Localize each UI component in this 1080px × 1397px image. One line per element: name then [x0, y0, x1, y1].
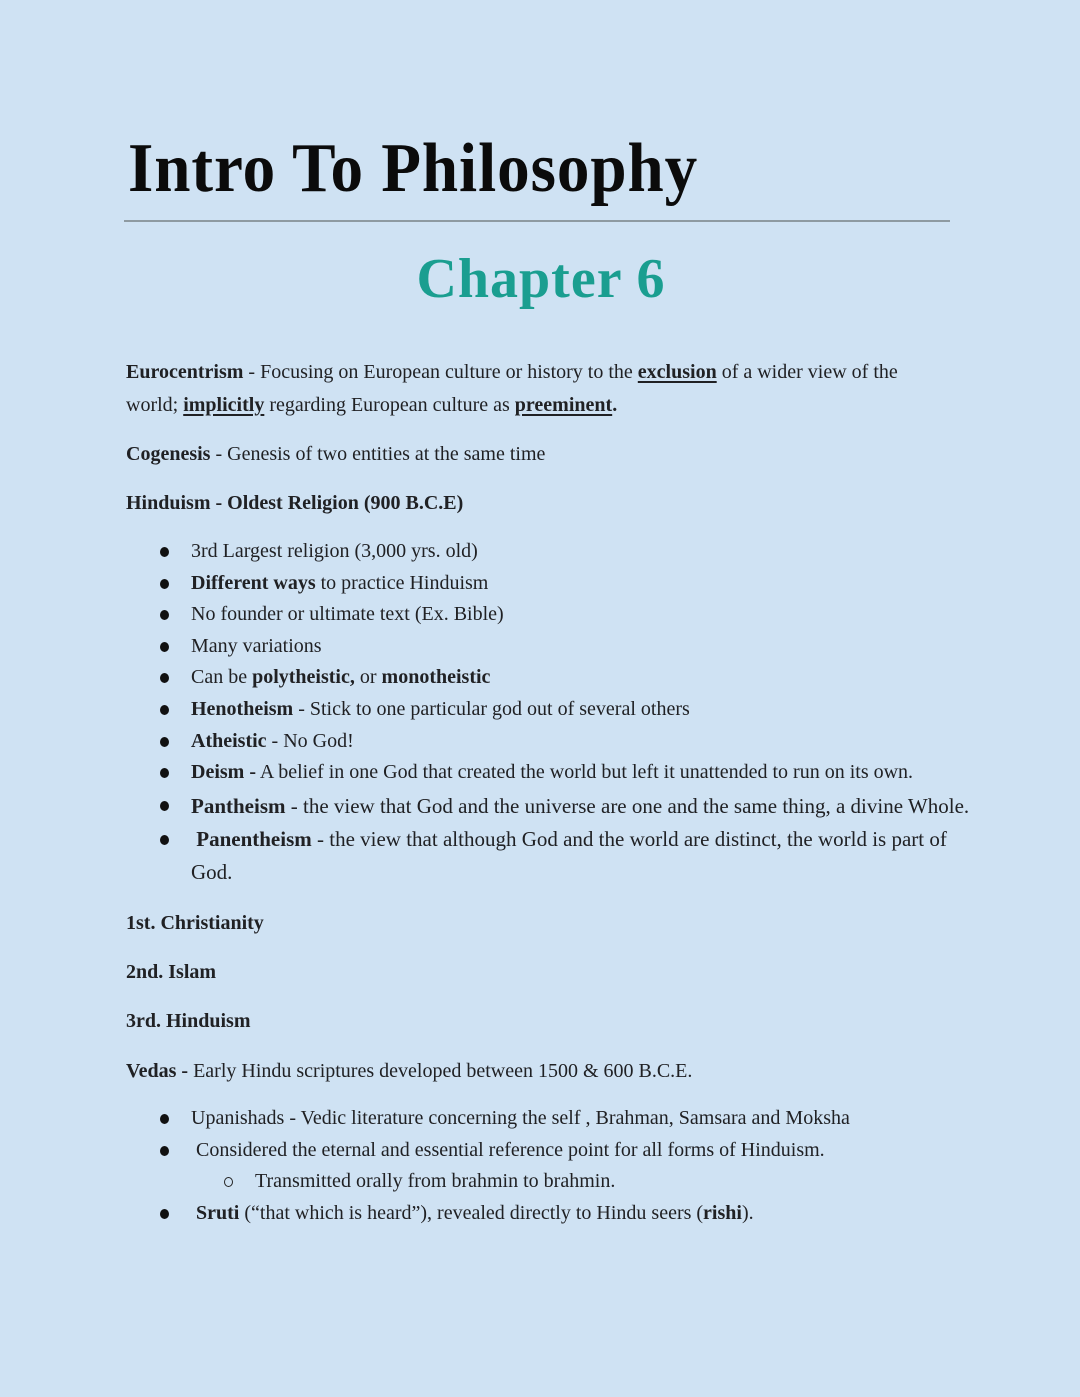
bullet-icon: [160, 642, 169, 652]
hinduism-bullet-list: [126, 536, 970, 889]
title-divider: [124, 220, 950, 222]
sub-list-item: Transmitted orally from brahmin to brahmin.: [126, 1166, 966, 1198]
chapter-heading: Chapter 6: [416, 248, 666, 310]
vedas-bullet-list: [126, 1103, 966, 1229]
bullet-icon: [160, 1209, 169, 1219]
list-item: Different ways to practice Hinduism: [126, 568, 966, 600]
term-eurocentrism: Eurocentrism: [126, 361, 244, 383]
bullet-icon: [160, 610, 169, 620]
list-item: Deism - A belief in one God that created the world but left it unattended to run on its own.: [126, 757, 966, 789]
bullet-icon: [160, 1114, 169, 1124]
list-item: Panentheism - the view that although God and the world are distinct, the world is part of God.: [126, 823, 961, 889]
ranking-second: 2nd. Islam: [126, 961, 217, 983]
hollow-bullet-icon: [224, 1177, 233, 1187]
document-title: Intro To Philosophy: [128, 130, 699, 207]
term-henotheism: Henotheism: [191, 697, 294, 720]
cogenesis-definition: Cogenesis - Genesis of two entities at the same time: [126, 443, 546, 465]
eurocentrism-definition: Eurocentrism - Focusing on European culture or history to the exclusion of a wider view of the world; implicitly regarding European culture as preeminent.: [126, 361, 898, 416]
emphasis-exclusion: exclusion: [637, 361, 717, 383]
bullet-icon: [160, 547, 169, 557]
bullet-icon: [160, 673, 169, 683]
bullet-icon: [160, 768, 169, 778]
list-item: Sruti (“that which is heard”), revealed directly to Hindu seers (rishi).: [126, 1198, 966, 1230]
bullet-icon: [160, 835, 169, 845]
ranking-first: 1st. Christianity: [126, 912, 264, 934]
emphasis-preeminent: preeminent: [514, 393, 613, 416]
list-item: Pantheism - the view that God and the universe are one and the same thing, a divine Whole.: [126, 789, 966, 823]
vedas-definition: Vedas - Early Hindu scriptures developed between 1500 & 600 B.C.E.: [126, 1060, 693, 1082]
bullet-icon: [160, 579, 169, 589]
term-vedas: Vedas -: [126, 1060, 189, 1082]
term-cogenesis: Cogenesis: [126, 443, 211, 465]
list-item: Can be polytheistic, or monotheistic: [126, 662, 966, 694]
bullet-icon: [160, 801, 169, 811]
term-panentheism: Panentheism: [196, 826, 312, 851]
list-item: Upanishads - Vedic literature concerning the self , Brahman, Samsara and Moksha: [126, 1103, 966, 1135]
term-sruti: Sruti: [196, 1201, 240, 1224]
emphasis-implicitly: implicitly: [183, 393, 265, 416]
bullet-icon: [160, 737, 169, 747]
term-deism: Deism -: [191, 761, 256, 784]
term-rishi: rishi: [703, 1201, 742, 1224]
term-pantheism: Pantheism: [191, 793, 286, 818]
bullet-icon: [160, 705, 169, 715]
list-item: Atheistic - No God!: [126, 726, 966, 758]
list-item: Many variations: [126, 631, 966, 663]
bullet-icon: [160, 1146, 169, 1156]
list-item: 3rd Largest religion (3,000 yrs. old): [126, 536, 966, 568]
ranking-third: 3rd. Hinduism: [126, 1010, 251, 1032]
list-item: Henotheism - Stick to one particular god out of several others: [126, 694, 966, 726]
list-item: Considered the eternal and essential reference point for all forms of Hinduism.: [126, 1135, 966, 1167]
hinduism-heading: Hinduism - Oldest Religion (900 B.C.E): [126, 492, 464, 514]
list-item: No founder or ultimate text (Ex. Bible): [126, 599, 966, 631]
term-atheistic: Atheistic: [191, 729, 267, 752]
